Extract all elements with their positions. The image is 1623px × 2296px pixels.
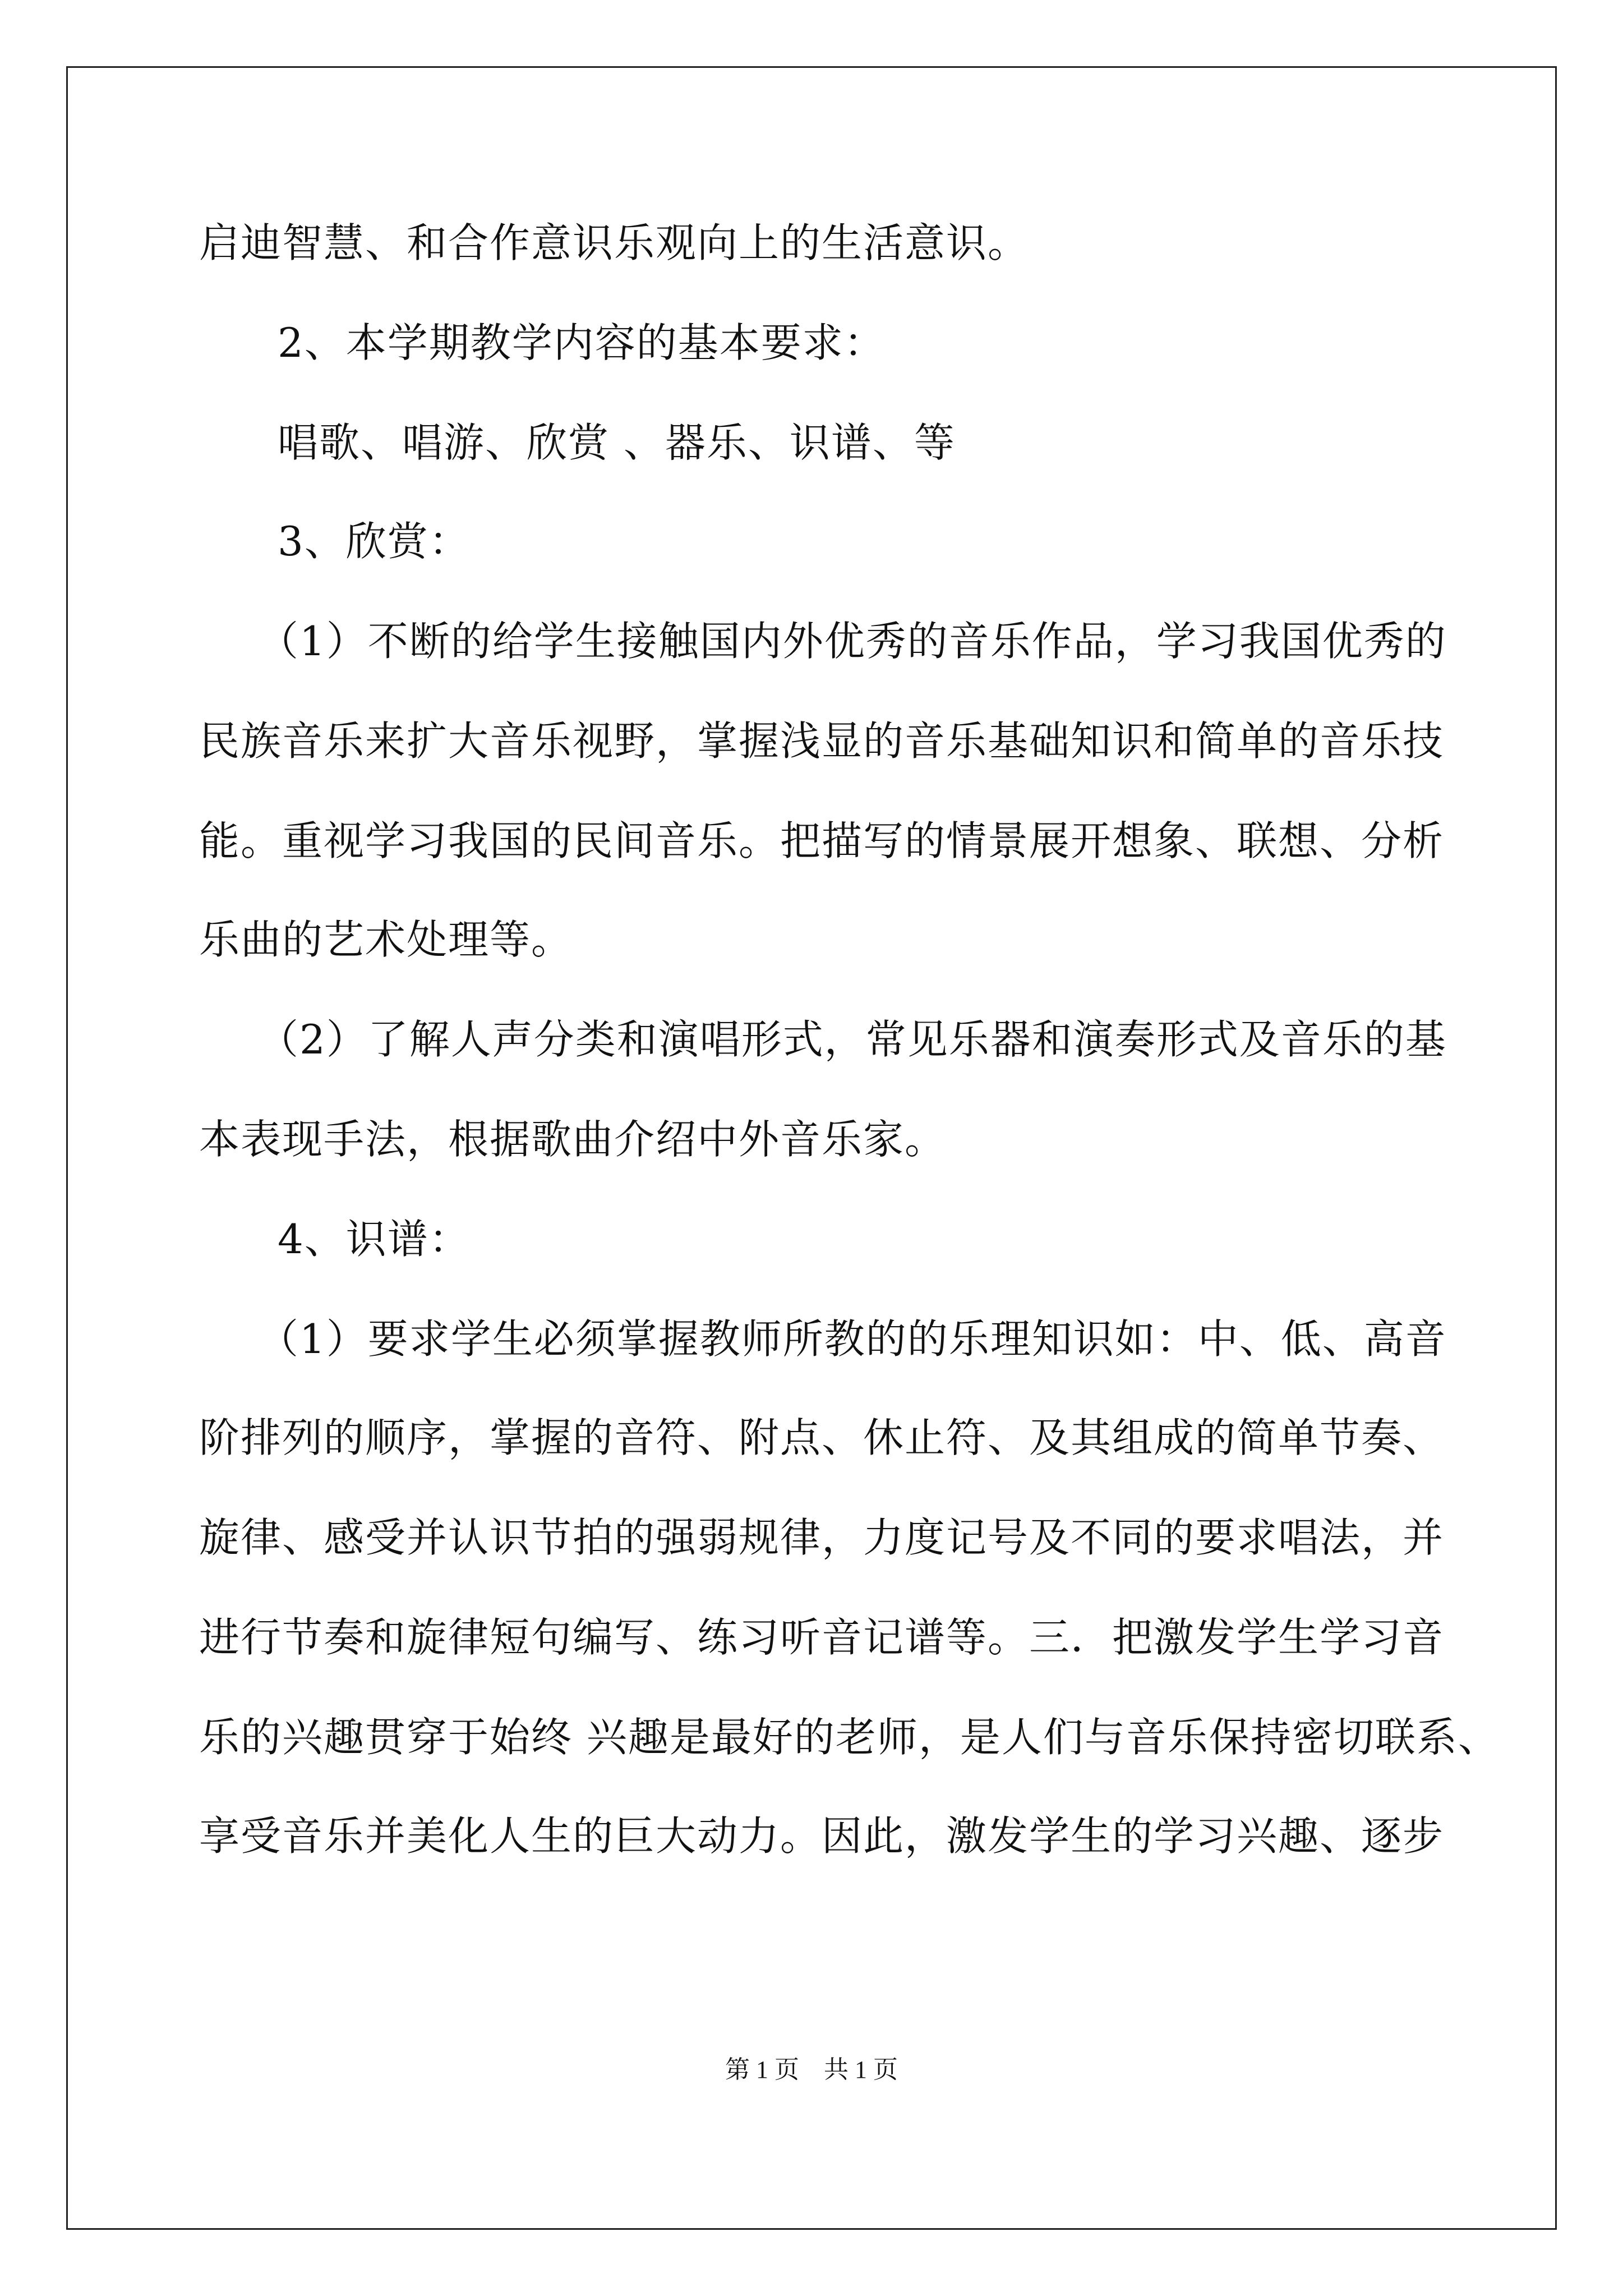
body-text-line: （1）要求学生必须掌握教师所教的的乐理知识如：中、低、高音 — [258, 1315, 1447, 1363]
section-heading-2: 2、本学期教学内容的基本要求： — [278, 319, 886, 366]
body-text-line: 能。重视学习我国的民间音乐。把描写的情景展开想象、联想、分析 — [199, 817, 1445, 864]
body-text-line: 旋律、感受并认识节拍的强弱规律，力度记号及不同的要求唱法，并 — [199, 1514, 1445, 1561]
body-text-line: （1）不断的给学生接触国内外优秀的音乐作品，学习我国优秀的 — [258, 618, 1447, 665]
body-text-line: 启迪智慧、和合作意识乐观向上的生活意识。 — [199, 219, 1030, 266]
body-text-line: 民族音乐来扩大音乐视野，掌握浅显的音乐基础知识和简单的音乐技 — [199, 717, 1445, 765]
section-heading-3: 3、欣赏： — [278, 518, 471, 565]
body-text-line: 阶排列的顺序，掌握的音符、附点、休止符、及其组成的简单节奏、 — [199, 1414, 1445, 1461]
body-text-line: 享受音乐并美化人生的巨大动力。因此，激发学生的学习兴趣、逐步 — [199, 1812, 1445, 1860]
body-text-line: 乐的兴趣贯穿于始终 兴趣是最好的老师，是人们与音乐保持密切联系、 — [199, 1714, 1500, 1761]
body-text-line: 唱歌、唱游、欣赏 、器乐、识谱、等 — [278, 419, 956, 466]
section-heading-4: 4、识谱： — [278, 1216, 471, 1263]
body-text-line: 乐曲的艺术处理等。 — [199, 916, 573, 963]
body-text-line: 进行节奏和旋律短句编写、练习听音记谱等。三．把激发学生学习音 — [199, 1614, 1445, 1661]
page-number-footer: 第 1 页 共 1 页 — [725, 2056, 898, 2083]
body-text-line: 本表现手法，根据歌曲介绍中外音乐家。 — [199, 1116, 947, 1163]
body-text-line: （2）了解人声分类和演唱形式，常见乐器和演奏形式及音乐的基 — [258, 1016, 1447, 1063]
